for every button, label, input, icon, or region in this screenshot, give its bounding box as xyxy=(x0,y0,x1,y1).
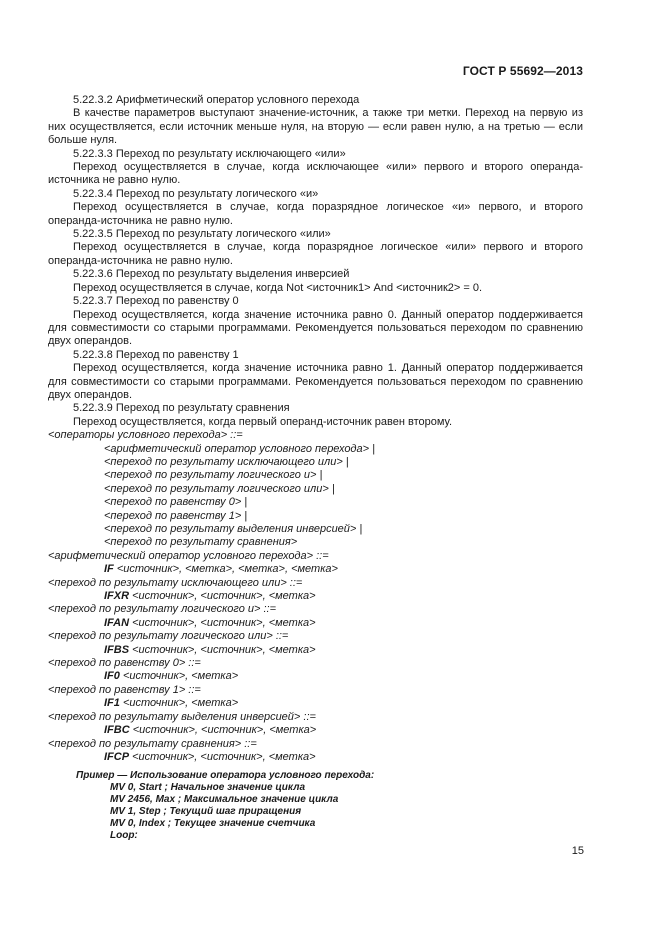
grammar-line: <операторы условного перехода> ::= xyxy=(48,429,243,442)
grammar-line xyxy=(48,590,583,603)
section-heading: 5.22.3.8 Переход по равенству 1 xyxy=(73,348,239,361)
example-code-line: Loop: xyxy=(110,830,138,842)
grammar-line: <арифметический оператор условного перехода> ::= xyxy=(48,549,329,562)
example-code-line: MV 1, Step ; Текущий шаг приращения xyxy=(110,806,302,818)
grammar-line: <переход по результату логического и> ::= xyxy=(48,603,277,616)
grammar-line xyxy=(48,644,583,657)
grammar-line: <переход по результату сравнения> xyxy=(104,536,298,549)
grammar-line: <переход по равенству 1> ::= xyxy=(48,683,201,696)
paragraph: Переход осуществляется, когда значение источника равно 0. Данный оператор поддерживается для совместимости со старыми программами. Рекомендуется пользоваться переходом по сравнению двух операндов. xyxy=(48,308,583,348)
grammar-line xyxy=(48,563,583,576)
section-heading: 5.22.3.9 Переход по результату сравнения xyxy=(73,402,290,415)
grammar-line: <переход по результату выделения инверсией> | xyxy=(104,523,363,535)
paragraph: Переход осуществляется в случае, когда Not <источник1> And <источник2> = 0. xyxy=(73,281,483,294)
grammar-keyword: IF0 xyxy=(104,670,120,683)
section-heading: 5.22.3.3 Переход по результату исключающего «или» xyxy=(73,147,346,160)
grammar-line: <переход по результату логического или> | xyxy=(104,482,335,495)
grammar-line xyxy=(48,697,583,710)
grammar-keyword: IFBC xyxy=(104,724,130,737)
grammar-keyword: IFBS xyxy=(104,643,130,656)
section-heading: 5.22.3.6 Переход по результату выделения инверсией xyxy=(73,268,350,281)
grammar-line: <арифметический оператор условного перехода> | xyxy=(104,442,375,455)
example-code-line: MV 2456, Max ; Максимальное значение цикла xyxy=(110,794,339,806)
grammar-line: <переход по результату сравнения> ::= xyxy=(48,737,257,750)
grammar-line xyxy=(48,617,583,630)
page-body xyxy=(48,94,583,842)
section-heading: 5.22.3.4 Переход по результату логического «и» xyxy=(73,187,319,200)
grammar-line xyxy=(48,724,583,737)
grammar-operands: <источник>, <источник>, <метка> xyxy=(129,750,316,763)
section-heading: 5.22.3.5 Переход по результату логического «или» xyxy=(73,228,331,241)
page-number: 15 xyxy=(571,845,584,857)
grammar-operands: <источник>, <источник>, <метка> xyxy=(129,616,316,629)
grammar-line xyxy=(48,751,583,764)
grammar-keyword: IFCP xyxy=(104,750,130,763)
grammar-operands: <источник>, <метка> xyxy=(119,697,239,710)
section-heading: 5.22.3.2 Арифметический оператор условного перехода xyxy=(73,94,360,106)
grammar-line: <переход по результату исключающего или> | xyxy=(104,455,349,468)
grammar-operands: <источник>, <метка>, <метка>, <метка> xyxy=(113,563,338,576)
example-title: Пример — Использование оператора условного перехода: xyxy=(76,770,375,782)
grammar-line: <переход по результату выделения инверсией> ::= xyxy=(48,710,316,723)
example-code-line: MV 0, Start ; Начальное значение цикла xyxy=(110,782,305,794)
paragraph: Переход осуществляется в случае, когда исключающее «или» первого и второго операнда-источника не равно нулю. xyxy=(48,161,583,187)
paragraph: В качестве параметров выступают значение-источник, а также три метки. Переход на первую из них осуществляется, если источник меньше нуля, на вторую — если равен нулю, а на третью — если больше нуля. xyxy=(48,107,583,147)
grammar-operands: <источник>, <источник>, <метка> xyxy=(129,590,316,603)
grammar-keyword: IF xyxy=(104,563,114,576)
grammar-line xyxy=(48,670,583,683)
paragraph: Переход осуществляется в случае, когда поразрядное логическое «и» первого, и второго операнда-источника не равно нулю. xyxy=(48,201,583,227)
example-block xyxy=(48,770,583,842)
grammar-line: <переход по результату логического и> | xyxy=(104,469,323,482)
grammar-operands: <источник>, <источник>, <метка> xyxy=(129,724,317,737)
grammar-line: <переход по равенству 0> | xyxy=(104,496,248,509)
example-code-line: MV 0, Index ; Текущее значение счетчика xyxy=(110,818,316,830)
paragraph: Переход осуществляется, когда значение источника равно 1. Данный оператор поддерживается для совместимости со старыми программами. Рекомендуется пользоваться переходом по сравнению двух операндов. xyxy=(48,362,583,401)
grammar-keyword: IFAN xyxy=(104,616,130,629)
grammar-operands: <источник>, <источник>, <метка> xyxy=(129,643,316,656)
paragraph: Переход осуществляется в случае, когда поразрядное логическое «или» первого и второго операнда-источника не равно нулю. xyxy=(48,241,583,267)
grammar-line: <переход по результату исключающего или> ::= xyxy=(48,576,303,589)
document-code: ГОСТ Р 55692—2013 xyxy=(462,64,583,78)
grammar-keyword: IFXR xyxy=(104,590,130,603)
section-heading: 5.22.3.7 Переход по равенству 0 xyxy=(73,295,239,308)
grammar-line: <переход по равенству 1> | xyxy=(104,509,248,522)
grammar-keyword: IF1 xyxy=(104,697,120,710)
grammar-operands: <источник>, <метка> xyxy=(119,670,239,683)
paragraph: Переход осуществляется, когда первый операнд-источник равен второму. xyxy=(73,415,453,428)
grammar-line: <переход по результату логического или> ::= xyxy=(48,630,289,643)
grammar-line: <переход по равенству 0> ::= xyxy=(48,657,201,670)
